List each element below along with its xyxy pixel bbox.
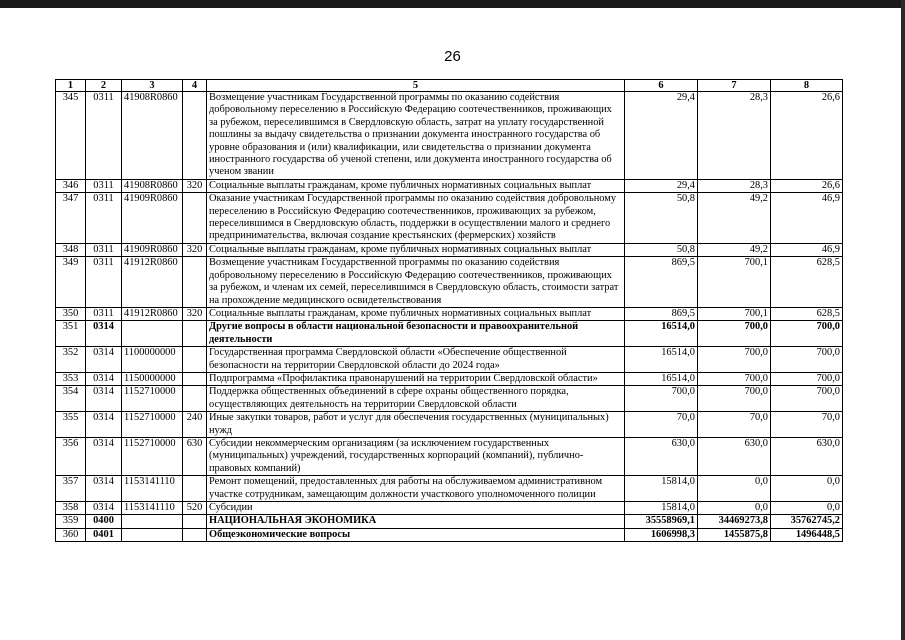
amount-col-8: 46,9 [771,193,843,244]
table-row [56,476,843,502]
expense-type-code [183,386,207,412]
amount-col-7: 0,0 [698,476,771,502]
table-row [56,257,843,308]
item-name: Субсидии некоммерческим организациям (за исключением государственных (муниципальных) учреждений, государственных корпораций (компаний), публично-правовых компаний) [207,437,625,475]
page-number: 26 [444,48,461,65]
header-col-3: 3 [122,80,183,92]
expense-type-code: 630 [183,437,207,475]
amount-col-8: 700,0 [771,321,843,347]
target-article-code: 41909R0860 [122,193,183,244]
amount-col-7: 70,0 [698,412,771,438]
table-row [56,372,843,385]
row-number: 348 [56,243,86,256]
section-code: 0311 [86,179,122,192]
amount-col-7: 0,0 [698,502,771,515]
amount-col-6: 869,5 [625,257,698,308]
amount-col-6: 15814,0 [625,502,698,515]
row-number: 353 [56,372,86,385]
amount-col-6: 1606998,3 [625,528,698,541]
row-number: 356 [56,437,86,475]
expense-type-code: 520 [183,502,207,515]
section-code: 0401 [86,528,122,541]
target-article-code: 1152710000 [122,437,183,475]
amount-col-7: 700,1 [698,257,771,308]
section-code: 0314 [86,412,122,438]
item-name: Социальные выплаты гражданам, кроме публичных нормативных социальных выплат [207,179,625,192]
amount-col-7: 700,0 [698,386,771,412]
header-col-5: 5 [207,80,625,92]
expense-type-code: 320 [183,307,207,320]
amount-col-7: 700,0 [698,321,771,347]
amount-col-7: 630,0 [698,437,771,475]
section-code: 0311 [86,307,122,320]
expense-type-code [183,92,207,180]
item-name: Иные закупки товаров, работ и услуг для обеспечения государственных (муниципальных) нужд [207,412,625,438]
row-number: 349 [56,257,86,308]
amount-col-8: 0,0 [771,502,843,515]
amount-col-8: 700,0 [771,347,843,373]
expense-type-code [183,528,207,541]
amount-col-6: 70,0 [625,412,698,438]
expense-type-code [183,347,207,373]
target-article-code: 1153141110 [122,502,183,515]
scan-right-edge [901,0,905,640]
expense-type-code [183,476,207,502]
amount-col-6: 29,4 [625,179,698,192]
target-article-code: 41909R0860 [122,243,183,256]
amount-col-8: 26,6 [771,179,843,192]
amount-col-8: 700,0 [771,386,843,412]
row-number: 355 [56,412,86,438]
target-article-code: 41912R0860 [122,257,183,308]
target-article-code: 1152710000 [122,412,183,438]
header-col-2: 2 [86,80,122,92]
amount-col-8: 1496448,5 [771,528,843,541]
amount-col-6: 630,0 [625,437,698,475]
section-code: 0314 [86,502,122,515]
table-row [56,515,843,528]
expense-type-code [183,193,207,244]
amount-col-8: 35762745,2 [771,515,843,528]
amount-col-8: 628,5 [771,307,843,320]
amount-col-6: 16514,0 [625,372,698,385]
item-name: Общеэкономические вопросы [207,528,625,541]
item-name: Государственная программа Свердловской области «Обеспечение общественной безопасности на территории Свердловской области до 2024 года» [207,347,625,373]
item-name: Поддержка общественных объединений в сфере охраны общественного порядка, осуществляющих деятельность на территории Свердловской области [207,386,625,412]
section-code: 0314 [86,476,122,502]
row-number: 354 [56,386,86,412]
amount-col-7: 700,0 [698,347,771,373]
scan-top-edge [0,0,905,8]
row-number: 345 [56,92,86,180]
table-row [56,92,843,180]
section-code: 0311 [86,92,122,180]
amount-col-7: 49,2 [698,243,771,256]
expense-type-code: 320 [183,179,207,192]
target-article-code: 1150000000 [122,372,183,385]
row-number: 360 [56,528,86,541]
header-col-6: 6 [625,80,698,92]
amount-col-6: 869,5 [625,307,698,320]
expense-type-code [183,372,207,385]
amount-col-6: 15814,0 [625,476,698,502]
amount-col-6: 700,0 [625,386,698,412]
item-name: НАЦИОНАЛЬНАЯ ЭКОНОМИКА [207,515,625,528]
item-name: Подпрограмма «Профилактика правонарушений на территории Свердловской области» [207,372,625,385]
target-article-code [122,515,183,528]
item-name: Социальные выплаты гражданам, кроме публичных нормативных социальных выплат [207,243,625,256]
row-number: 358 [56,502,86,515]
table-row [56,528,843,541]
item-name: Возмещение участникам Государственной программы по оказанию содействия добровольному переселению в Российскую Федерацию соотечественников, проживающих за рубежом, и членам их семей, переселившимся в Свердловскую область, стоимости затрат на прохождение медицинского освидетельствования [207,257,625,308]
amount-col-8: 26,6 [771,92,843,180]
expense-type-code [183,515,207,528]
amount-col-8: 46,9 [771,243,843,256]
table-row [56,193,843,244]
header-col-4: 4 [183,80,207,92]
target-article-code: 41908R0860 [122,179,183,192]
row-number: 359 [56,515,86,528]
table-row [56,347,843,373]
row-number: 347 [56,193,86,244]
target-article-code: 1100000000 [122,347,183,373]
section-code: 0314 [86,386,122,412]
target-article-code [122,321,183,347]
expense-type-code [183,257,207,308]
target-article-code: 41908R0860 [122,92,183,180]
table-row [56,179,843,192]
row-number: 351 [56,321,86,347]
amount-col-7: 1455875,8 [698,528,771,541]
amount-col-8: 628,5 [771,257,843,308]
target-article-code: 1152710000 [122,386,183,412]
target-article-code: 1153141110 [122,476,183,502]
expense-type-code [183,321,207,347]
amount-col-7: 700,1 [698,307,771,320]
section-code: 0314 [86,372,122,385]
row-number: 352 [56,347,86,373]
item-name: Возмещение участникам Государственной программы по оказанию содействия добровольному переселению в Российскую Федерацию соотечественников, проживающих за рубежом, переселившимся в Свердловскую область, затрат на уплату государственной пошлины за выдачу свидетельства о признании документа иностранного государства об уровне образования и (или) квалификации, или свидетельства о признании документа иностранного государства об ученой степени, или документа иностранного государства об ученом звании [207,92,625,180]
budget-table [55,79,843,542]
amount-col-7: 34469273,8 [698,515,771,528]
header-row [56,80,843,92]
amount-col-7: 49,2 [698,193,771,244]
section-code: 0314 [86,321,122,347]
amount-col-7: 28,3 [698,179,771,192]
table-row [56,321,843,347]
item-name: Социальные выплаты гражданам, кроме публичных нормативных социальных выплат [207,307,625,320]
row-number: 357 [56,476,86,502]
item-name: Ремонт помещений, предоставленных для работы на обслуживаемом административном участке сотрудникам, замещающим должности участкового уполномоченного полиции [207,476,625,502]
section-code: 0311 [86,193,122,244]
amount-col-6: 16514,0 [625,347,698,373]
item-name: Оказание участникам Государственной программы по оказанию содействия добровольному переселению в Российскую Федерацию соотечественников, проживающих за рубежом, переселившимся в Свердловскую область, поддержки в осуществлении малого и среднего предпринимательства, включая создание крестьянских (фермерских) хозяйств [207,193,625,244]
target-article-code [122,528,183,541]
amount-col-7: 700,0 [698,372,771,385]
amount-col-6: 50,8 [625,193,698,244]
amount-col-6: 50,8 [625,243,698,256]
expense-type-code: 320 [183,243,207,256]
amount-col-8: 700,0 [771,372,843,385]
amount-col-8: 0,0 [771,476,843,502]
header-col-7: 7 [698,80,771,92]
row-number: 350 [56,307,86,320]
item-name: Субсидии [207,502,625,515]
table-row [56,243,843,256]
table-row [56,437,843,475]
table-row [56,502,843,515]
table-row [56,412,843,438]
amount-col-6: 29,4 [625,92,698,180]
target-article-code: 41912R0860 [122,307,183,320]
section-code: 0311 [86,257,122,308]
section-code: 0400 [86,515,122,528]
section-code: 0311 [86,243,122,256]
section-code: 0314 [86,347,122,373]
expense-type-code: 240 [183,412,207,438]
amount-col-6: 16514,0 [625,321,698,347]
row-number: 346 [56,179,86,192]
header-col-8: 8 [771,80,843,92]
header-col-1: 1 [56,80,86,92]
table-row [56,307,843,320]
item-name: Другие вопросы в области национальной безопасности и правоохранительной деятельности [207,321,625,347]
amount-col-8: 70,0 [771,412,843,438]
section-code: 0314 [86,437,122,475]
table-row [56,386,843,412]
amount-col-6: 35558969,1 [625,515,698,528]
amount-col-7: 28,3 [698,92,771,180]
table-body [56,92,843,542]
amount-col-8: 630,0 [771,437,843,475]
